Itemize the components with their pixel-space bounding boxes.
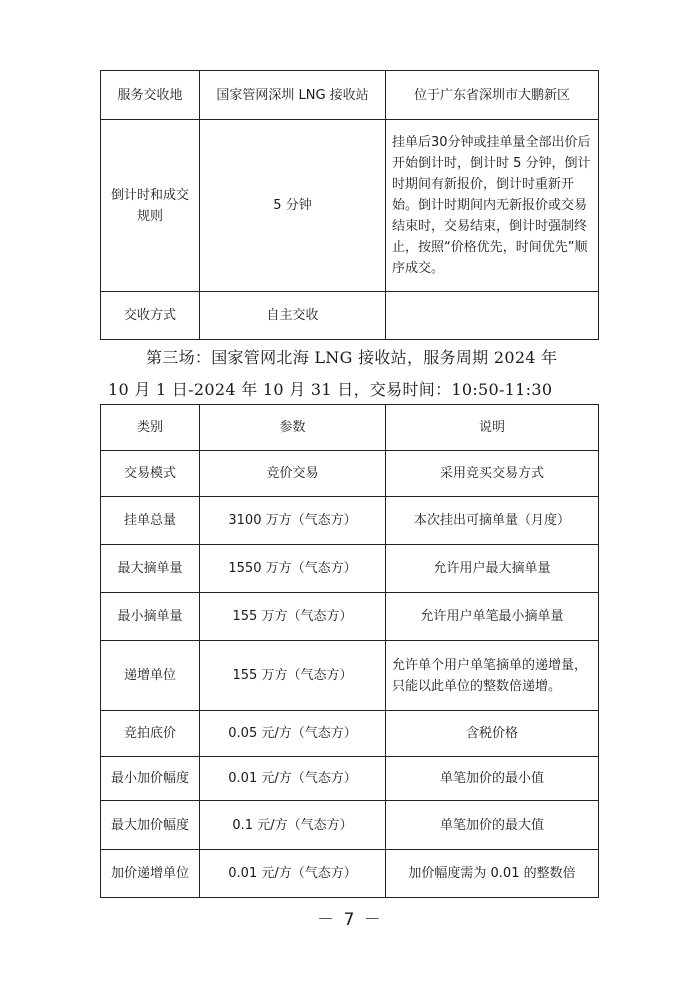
table-cell: 交收方式	[101, 292, 200, 340]
table-cell: 挂单后30分钟或挂单量全部出价后开始倒计时，倒计时 5 分钟，倒计时期间有新报价，倒计时重新开始。倒计时期间内无新报价或交易结束时，交易结束，倒计时强制终止，按照“价格优先，时间优先”顺序成交。	[386, 120, 599, 292]
table-cell: 含税价格	[386, 711, 599, 757]
exchange-parameters-table-2	[100, 404, 599, 898]
table-cell: 允许用户单笔最小摘单量	[386, 593, 599, 641]
page-number: － 7 －	[317, 910, 383, 930]
table-cell: 加价幅度需为 0.01 的整数倍	[386, 850, 599, 898]
table-cell: 倒计时和成交规则	[101, 120, 200, 292]
table-cell: 位于广东省深圳市大鹏新区	[386, 71, 599, 120]
table-row	[101, 711, 599, 757]
table-cell: 5 分钟	[200, 120, 386, 292]
table-cell: 最小摘单量	[101, 593, 200, 641]
table-cell: 允许单个用户单笔摘单的递增量，只能以此单位的整数倍递增。	[386, 641, 599, 711]
table-cell: 0.01 元/方（气态方）	[200, 757, 386, 801]
table-cell: 155 万方（气态方）	[200, 593, 386, 641]
table-row	[101, 641, 599, 711]
table-cell: 竞价交易	[200, 451, 386, 497]
section-heading-line-2: 10 月 1 日-2024 年 10 月 31 日，交易时间：10:50-11:30	[108, 380, 553, 399]
table-cell: 竞拍底价	[101, 711, 200, 757]
table-cell: 0.1 元/方（气态方）	[200, 801, 386, 850]
table-cell: 最小加价幅度	[101, 757, 200, 801]
table-row	[101, 850, 599, 898]
table-cell: 155 万方（气态方）	[200, 641, 386, 711]
table-cell: 交易模式	[101, 451, 200, 497]
table-cell: 递增单位	[101, 641, 200, 711]
table-cell: 单笔加价的最小值	[386, 757, 599, 801]
table-row	[101, 757, 599, 801]
table-row	[101, 593, 599, 641]
table-cell: 单笔加价的最大值	[386, 801, 599, 850]
table-cell: 允许用户最大摘单量	[386, 545, 599, 593]
column-header: 说明	[386, 405, 599, 451]
table-row	[101, 120, 599, 292]
table-row	[101, 497, 599, 545]
table-cell: 0.01 元/方（气态方）	[200, 850, 386, 898]
column-header: 参数	[200, 405, 386, 451]
table-row	[101, 545, 599, 593]
table-cell: 国家管网深圳 LNG 接收站	[200, 71, 386, 120]
table-cell: 最大摘单量	[101, 545, 200, 593]
table-cell: 1550 万方（气态方）	[200, 545, 386, 593]
table-cell: 挂单总量	[101, 497, 200, 545]
table-row	[101, 292, 599, 340]
table-cell: 本次挂出可摘单量（月度）	[386, 497, 599, 545]
table-cell: 采用竞买交易方式	[386, 451, 599, 497]
table-cell: 0.05 元/方（气态方）	[200, 711, 386, 757]
table-cell: 自主交收	[200, 292, 386, 340]
table-row	[101, 71, 599, 120]
table-cell: 3100 万方（气态方）	[200, 497, 386, 545]
section-heading-line-1: 第三场：国家管网北海 LNG 接收站，服务周期 2024 年	[146, 348, 558, 367]
table-row	[101, 451, 599, 497]
table-row	[101, 801, 599, 850]
exchange-rules-table-1	[100, 70, 599, 340]
table-cell: 加价递增单位	[101, 850, 200, 898]
column-header: 类别	[101, 405, 200, 451]
table-cell: 最大加价幅度	[101, 801, 200, 850]
table-cell	[386, 292, 599, 340]
table-cell: 服务交收地	[101, 71, 200, 120]
table-header-row	[101, 405, 599, 451]
